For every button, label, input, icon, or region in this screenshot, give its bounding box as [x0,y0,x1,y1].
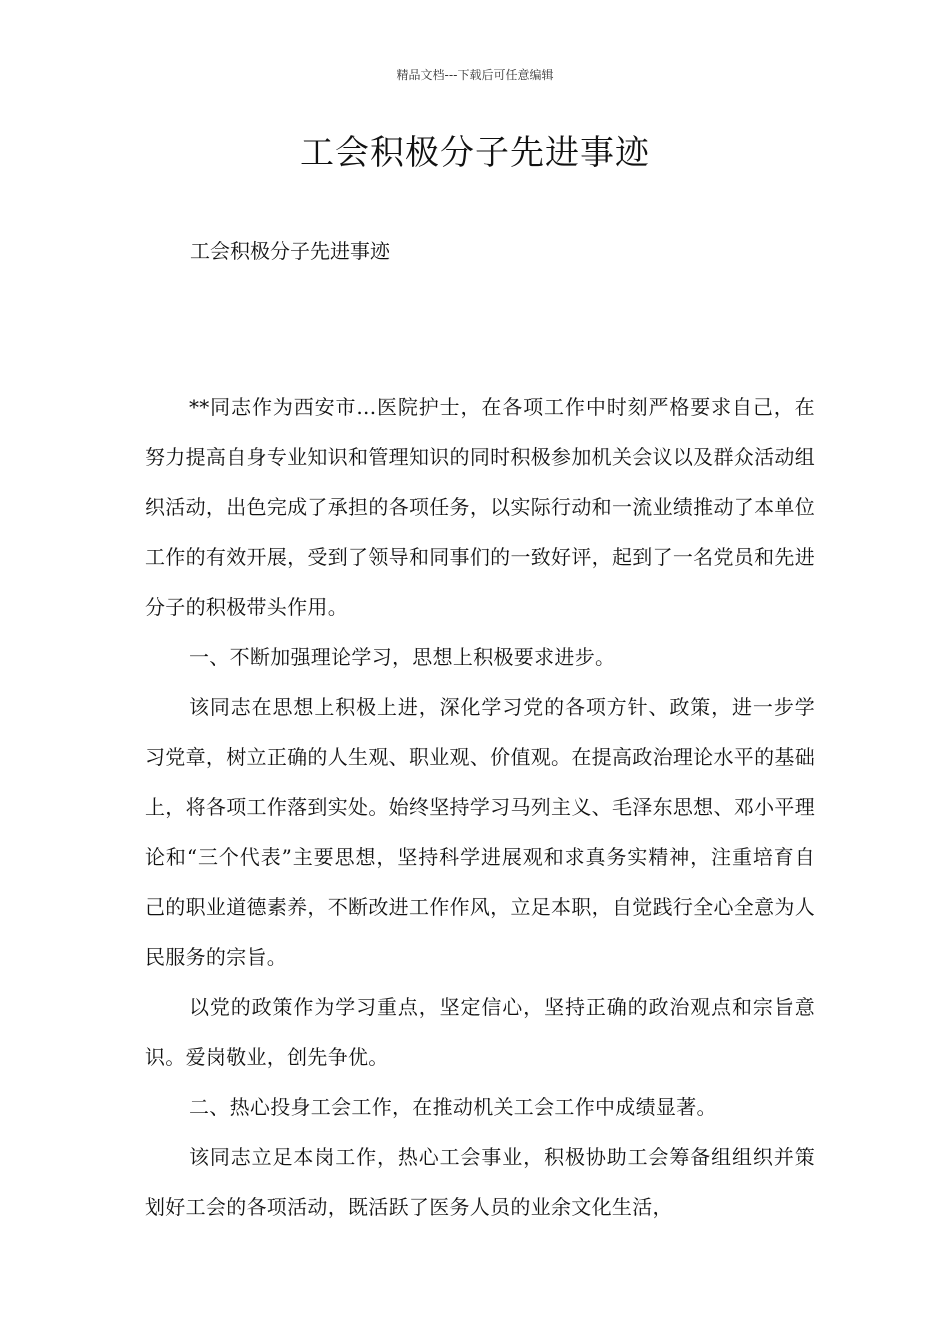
document-subtitle: 工会积极分子先进事迹 [190,239,390,263]
paragraph-union-work: 该同志立足本岗工作，热心工会事业，积极协助工会筹备组组织并策划好工会的各项活动，既活跃了医务人员的业余文化生活， [145,1145,815,1219]
document-title: 工会积极分子先进事迹 [300,133,650,173]
paragraph-theory-study: 该同志在思想上积极上进，深化学习党的各项方针、政策，进一步学习党章，树立正确的人生观、职业观、价值观。在提高政治理论水平的基础上，将各项工作落到实处。始终坚持学习马列主义、毛泽东思想、邓小平理论和“三个代表”主要思想，坚持科学进展观和求真务实精神，注重培育自己的职业道德素养，不断改进工作作风，立足本职，自觉践行全心全意为人民服务的宗旨。 [145,695,815,969]
paragraph-policy-focus: 以党的政策作为学习重点，坚定信心，坚持正确的政治观点和宗旨意识。爱岗敬业，创先争优。 [145,995,815,1069]
paragraph-intro: **同志作为西安市...医院护士，在各项工作中时刻严格要求自己，在努力提高自身专业知识和管理知识的同时积极参加机关会议以及群众活动组织活动，出色完成了承担的各项任务，以实际行动和一流业绩推动了本单位工作的有效开展，受到了领导和同事们的一致好评，起到了一名党员和先进分子的积极带头作用。 [145,395,815,619]
section-heading-2: 二、热心投身工会工作，在推动机关工会工作中成绩显著。 [189,1095,717,1119]
document-body [145,382,815,1232]
section-heading-1: 一、不断加强理论学习，思想上积极要求进步。 [189,645,616,669]
header-note: 精品文档---下载后可任意编辑 [396,68,554,82]
